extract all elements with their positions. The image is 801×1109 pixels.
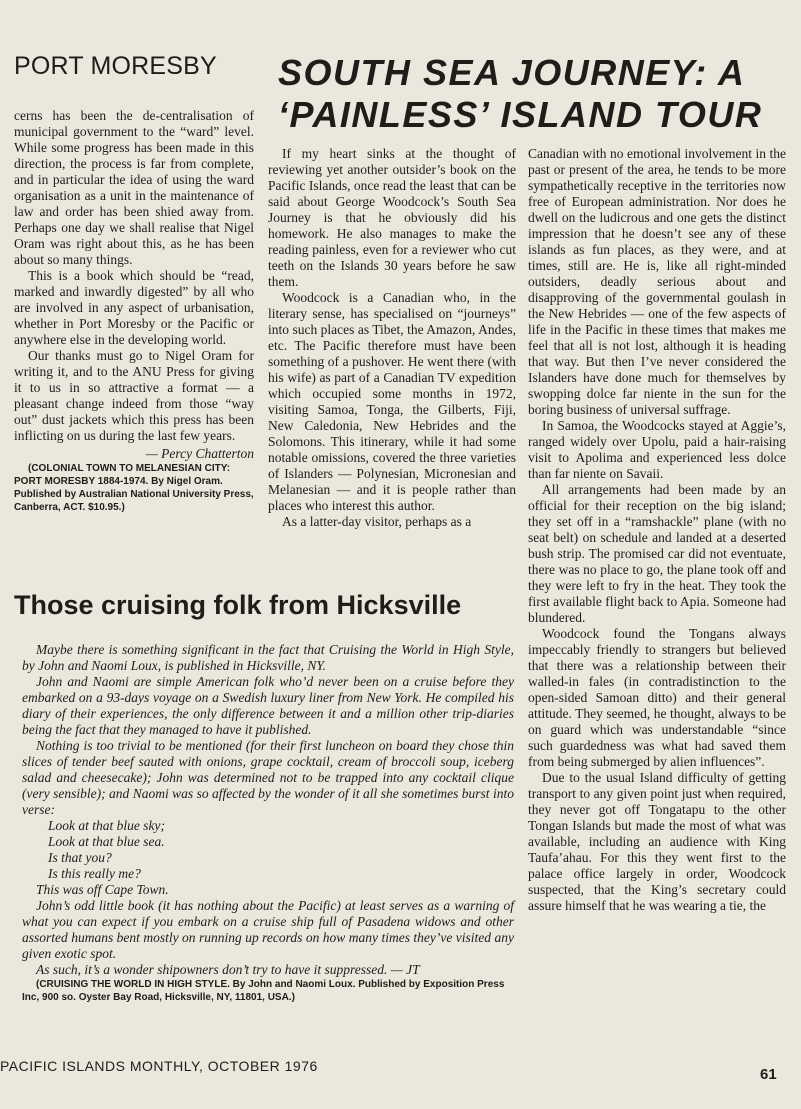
paragraph: This was off Cape Town. xyxy=(36,882,169,897)
hicksville-review xyxy=(22,642,514,1004)
paragraph: Maybe there is something significant in the fact that Cruising the World in High Style, by John and Naomi Loux, is published in Hicksville, NY. xyxy=(22,642,514,673)
south-sea-review-column-2 xyxy=(528,146,786,914)
south-sea-review-column-1 xyxy=(268,146,516,530)
hicksville-title: Those cruising folk from Hicksville xyxy=(14,590,462,620)
paragraph: This is a book which should be “read, marked and inwardly digested” by all who are involved in any aspect of urbanisation, whether in Port Moresby or the Pacific or anywhere else in the developing world. xyxy=(14,268,254,347)
verse-line: Is that you? xyxy=(48,850,112,865)
paragraph: All arrangements had been made by an official for their reception on the big island; they set off in a “ramshackle” plane (with no seat belt) on schedule and landed at a deserted bush strip. The promised car did not eventuate, there was no place to go, the plane took off and they were left to fry in the heat. They took the first available flight back to Apia. Someone had blundered. xyxy=(528,482,786,625)
section-label: PORT MORESBY xyxy=(14,52,217,80)
paragraph: Due to the usual Island difficulty of getting transport to any given point just when required, they never got off Tongatapu to the other Tongan Islands but made the most of what was available, including an audience with King Taufa’ahau. For this they went first to the palace office largely in order, Woodcock suspected, that the King’s secretary could assure himself that he was wearing a tie, the xyxy=(528,770,786,913)
port-moresby-review xyxy=(14,108,254,514)
paragraph: In Samoa, the Woodcocks stayed at Aggie’s, ranged widely over Upolu, paid a hair-raising visit to Apolima and experienced less dolce than far niente on Savaii. xyxy=(528,418,786,481)
verse-line: Is this really me? xyxy=(48,866,141,881)
paragraph: As a latter-day visitor, perhaps as a xyxy=(282,514,472,529)
footer-publication: PACIFIC ISLANDS MONTHLY, OCTOBER 1976 xyxy=(0,1058,318,1074)
verse-line: Look at that blue sea. xyxy=(48,834,165,849)
paragraph: Nothing is too trivial to be mentioned (for their first luncheon on board they chose thin slices of tender beef sauted with onions, grape cocktail, cream of broccoli soup, iceberg salad and cheesecake); John was determined not to be trapped into any cocktail clique (very sensible); and Naomi was so affected by the wonder of it all she sometimes burst into verse: xyxy=(22,738,514,817)
page-number: 61 xyxy=(760,1066,777,1083)
headline-line-1: SOUTH SEA JOURNEY: A xyxy=(278,52,746,93)
paragraph: Our thanks must go to Nigel Oram for writing it, and to the ANU Press for giving it to us in so attractive a format — a pleasant change indeed from those “way out” dust jackets which this press has been inflicting on us during the last few years. xyxy=(14,348,254,443)
book-credit: (COLONIAL TOWN TO MELANESIAN CITY: PORT MORESBY 1884-1974. By Nigel Oram. Published by Australian National University Press, Canberra, ACT. $10.95.) xyxy=(14,463,254,513)
book-credit: (CRUISING THE WORLD IN HIGH STYLE. By John and Naomi Loux. Published by Exposition Press Inc, 900 so. Oyster Bay Road, Hicksville, NY, 11801, USA.) xyxy=(22,979,505,1003)
paragraph: If my heart sinks at the thought of reviewing yet another outsider’s book on the Pacific Islands, once read the least that can be said about George Woodcock’s South Sea Journey is that he obviously did his homework. He also manages to make the reading painless, even for a reviewer who cut teeth on the Islands 30 years before he saw them. xyxy=(268,146,516,289)
paragraph: John and Naomi are simple American folk who’d never been on a cruise before they embarked on a 93-days voyage on a Swedish luxury liner from New York. He compiled his diary of their experiences, the only difference between it and a million other trip-diaries being the fact that they managed to have it published. xyxy=(22,674,514,737)
paragraph: cerns has been the de-centralisation of municipal government to the “ward” level. While some progress has been made in this direction, the process is far from complete, and in particular the idea of using the ward organisation as a unit in the maintenance of law and order has been shied away from. Perhaps one day we shall realise that Nigel Oram was right about this, as he has been about so many things. xyxy=(14,108,254,267)
paragraph: John’s odd little book (it has nothing about the Pacific) at least serves as a warning of what you can expect if you embark on a cruise ship full of Pasadena widows and other assorted humans bent mostly on running up records on how many times they’ve visited any given exotic spot. xyxy=(22,898,514,961)
paragraph: Woodcock found the Tongans always impeccably friendly to strangers but believed that there was a relationship between their walled-in fales (in contradistinction to the open-sided Samoan ditto) and their general attitude. They seemed, he thought, always to be on guard which was understandable “since such guardedness was what had saved them from being submerged by alien influences”. xyxy=(528,626,786,769)
headline-line-2: ‘PAINLESS’ ISLAND TOUR xyxy=(278,94,763,135)
paragraph: As such, it’s a wonder shipowners don’t try to have it suppressed. — JT xyxy=(36,962,420,977)
byline: — Percy Chatterton xyxy=(145,446,254,461)
paragraph: Woodcock is a Canadian who, in the literary sense, has specialised on “journeys” into such places as Tibet, the Amazon, Andes, etc. The Pacific therefore must have been something of a pushover. He went there (with his wife) as part of a Canadian TV expedition which occupied some months in 1972, visiting Samoa, Tonga, the Gilberts, Fiji, New Caledonia, New Hebrides and the Solomons. This itinerary, while it had some notable omissions, covered the three varieties of Islanders — Polynesian, Micronesian and Melanesian — and it is people rather than places who interest this author. xyxy=(268,290,516,513)
verse-line: Look at that blue sky; xyxy=(48,818,165,833)
paragraph: Canadian with no emotional involvement in the past or present of the area, he tends to be more sympathetically receptive in the territories now free of European administration. Nor does he dwell on the ludicrous and one gets the distinct impression that he doesn’t see any of these islands as fun places, as they were, and at times, still are. He is, like all right-minded outsiders, deadly serious about and disapproving of the governmental goulash in the New Hebrides — one of the few aspects of life in the Pacific in these times that makes me feel that all is not lost, although it is heading that way. But then I’ve never considered the Islanders have done much for themselves by swopping dolce far niente in the sun for the boring business of universal suffrage. xyxy=(528,146,786,417)
